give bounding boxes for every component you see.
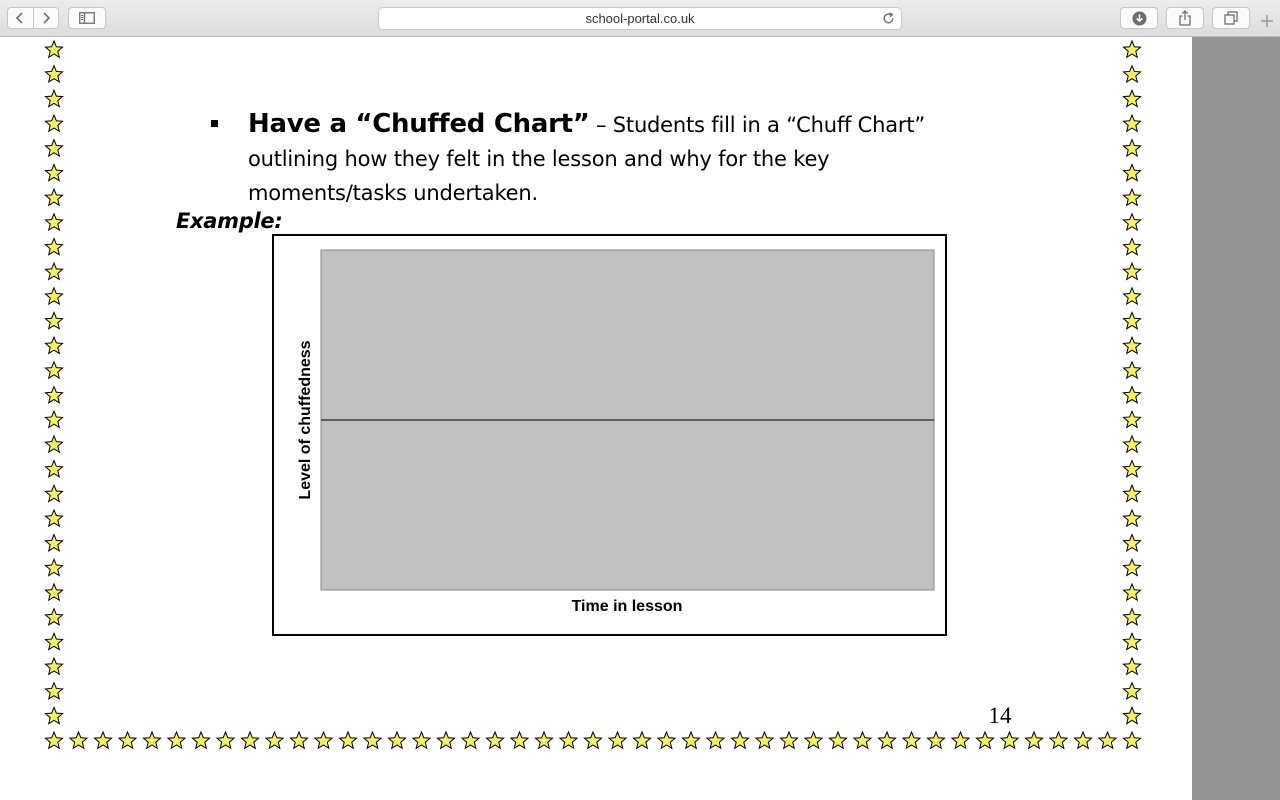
star-icon [70, 732, 87, 748]
page-number: 14 [988, 703, 1012, 728]
star-icon [462, 732, 479, 748]
star-icon [1123, 683, 1140, 699]
star-icon [1123, 510, 1140, 526]
star-icon [756, 732, 773, 748]
star-icon [45, 609, 62, 625]
star-icon [315, 732, 332, 748]
nav-buttons [7, 7, 59, 29]
star-icon [682, 732, 699, 748]
star-icon [45, 90, 62, 106]
star-icon [45, 633, 62, 649]
browser-toolbar [0, 0, 1280, 37]
star-icon [560, 732, 577, 748]
star-icon [1123, 633, 1140, 649]
star-icon [1123, 189, 1140, 205]
share-button[interactable] [1166, 7, 1204, 29]
star-icon [1050, 732, 1067, 748]
star-icon [1123, 436, 1140, 452]
star-icon [486, 732, 503, 748]
star-icon [1123, 312, 1140, 328]
star-icon [927, 732, 944, 748]
star-icon [94, 732, 111, 748]
star-icon [1123, 164, 1140, 180]
star-icon [707, 732, 724, 748]
star-icon [45, 658, 62, 674]
star-icon [1123, 559, 1140, 575]
star-icon [535, 732, 552, 748]
download-icon [1132, 11, 1147, 26]
downloads-button[interactable] [1120, 7, 1158, 29]
star-icon [1123, 238, 1140, 254]
star-icon [1123, 411, 1140, 427]
star-icon [1123, 485, 1140, 501]
star-icon [45, 41, 62, 57]
star-icon [437, 732, 454, 748]
bullet-body: – Students fill in a “Chuff Chart” outlining how they felt in the lesson and why for the key moments/tasks undertaken. [248, 113, 926, 205]
star-icon [829, 732, 846, 748]
new-tab-button[interactable] [1256, 10, 1278, 32]
star-icon [45, 683, 62, 699]
star-icon [45, 164, 62, 180]
star-icon [45, 584, 62, 600]
star-icon [45, 66, 62, 82]
star-icon [1123, 140, 1140, 156]
sidebar-icon [79, 12, 95, 24]
star-icon [217, 732, 234, 748]
star-icon [45, 535, 62, 551]
star-icon [1123, 732, 1140, 748]
star-icon [45, 214, 62, 230]
star-icon [854, 732, 871, 748]
star-icon [1123, 362, 1140, 378]
star-icon [45, 436, 62, 452]
y-axis-label: Level of chuffedness [297, 340, 314, 500]
star-icon [388, 732, 405, 748]
star-icon [1074, 732, 1091, 748]
star-icon [903, 732, 920, 748]
star-icon [45, 732, 62, 748]
star-icon [1123, 584, 1140, 600]
star-icon [45, 411, 62, 427]
star-icon [952, 732, 969, 748]
back-button[interactable] [8, 8, 33, 28]
star-icon [168, 732, 185, 748]
bullet-title: Have a “Chuffed Chart” [248, 109, 590, 139]
star-icon [1123, 461, 1140, 477]
star-icon [633, 732, 650, 748]
star-icon [339, 732, 356, 748]
star-icon [976, 732, 993, 748]
star-icon [45, 559, 62, 575]
star-icon [1123, 609, 1140, 625]
star-icon [45, 707, 62, 723]
chevron-left-icon [15, 12, 25, 24]
star-icon [1123, 707, 1140, 723]
star-icon [266, 732, 283, 748]
address-bar[interactable] [378, 7, 902, 30]
reload-icon [882, 12, 895, 25]
star-icon [119, 732, 136, 748]
star-icon [45, 238, 62, 254]
star-icon [1123, 90, 1140, 106]
star-icon [1123, 66, 1140, 82]
tabs-icon [1224, 11, 1238, 25]
star-icon [413, 732, 430, 748]
star-icon [241, 732, 258, 748]
star-icon [1025, 732, 1042, 748]
star-icon [658, 732, 675, 748]
show-tabs-button[interactable] [1212, 7, 1250, 29]
star-icon [45, 189, 62, 205]
star-icon [45, 485, 62, 501]
plus-icon [1261, 15, 1273, 27]
star-icon [1123, 535, 1140, 551]
star-icon [45, 337, 62, 353]
star-icon [1123, 115, 1140, 131]
star-icon [45, 387, 62, 403]
star-icon [1001, 732, 1018, 748]
x-axis-label: Time in lesson [571, 598, 683, 615]
star-icon [731, 732, 748, 748]
page-viewport[interactable] [0, 37, 1280, 800]
star-icon [1123, 337, 1140, 353]
star-icon [805, 732, 822, 748]
sidebar-button[interactable] [68, 7, 106, 29]
document-page [0, 37, 1192, 800]
bullet-marker [211, 120, 218, 127]
star-icon [45, 263, 62, 279]
bullet-paragraph [248, 107, 988, 210]
star-icon [1123, 658, 1140, 674]
star-icon [1123, 288, 1140, 304]
star-icon [45, 362, 62, 378]
star-icon [1123, 41, 1140, 57]
star-icon [584, 732, 601, 748]
star-icon [1123, 263, 1140, 279]
star-icon [45, 288, 62, 304]
star-icon [290, 732, 307, 748]
star-icon [45, 312, 62, 328]
star-icon [45, 461, 62, 477]
chevron-right-icon [41, 12, 51, 24]
star-icon [780, 732, 797, 748]
star-icon [1099, 732, 1116, 748]
star-icon [143, 732, 160, 748]
share-icon [1178, 10, 1192, 26]
star-icon [364, 732, 381, 748]
url-text[interactable]: school-portal.co.uk [585, 11, 695, 26]
star-icon [45, 510, 62, 526]
forward-button[interactable] [33, 8, 59, 28]
star-icon [1123, 387, 1140, 403]
star-icon [45, 115, 62, 131]
star-icon [192, 732, 209, 748]
star-icon [878, 732, 895, 748]
page-gutter [1192, 37, 1280, 800]
example-label: Example: [176, 209, 283, 233]
chart-canvas [274, 236, 945, 634]
star-icon [1123, 214, 1140, 230]
star-icon [609, 732, 626, 748]
star-icon [45, 140, 62, 156]
chuff-chart [272, 234, 947, 636]
star-icon [511, 732, 528, 748]
reload-button[interactable] [881, 11, 896, 26]
